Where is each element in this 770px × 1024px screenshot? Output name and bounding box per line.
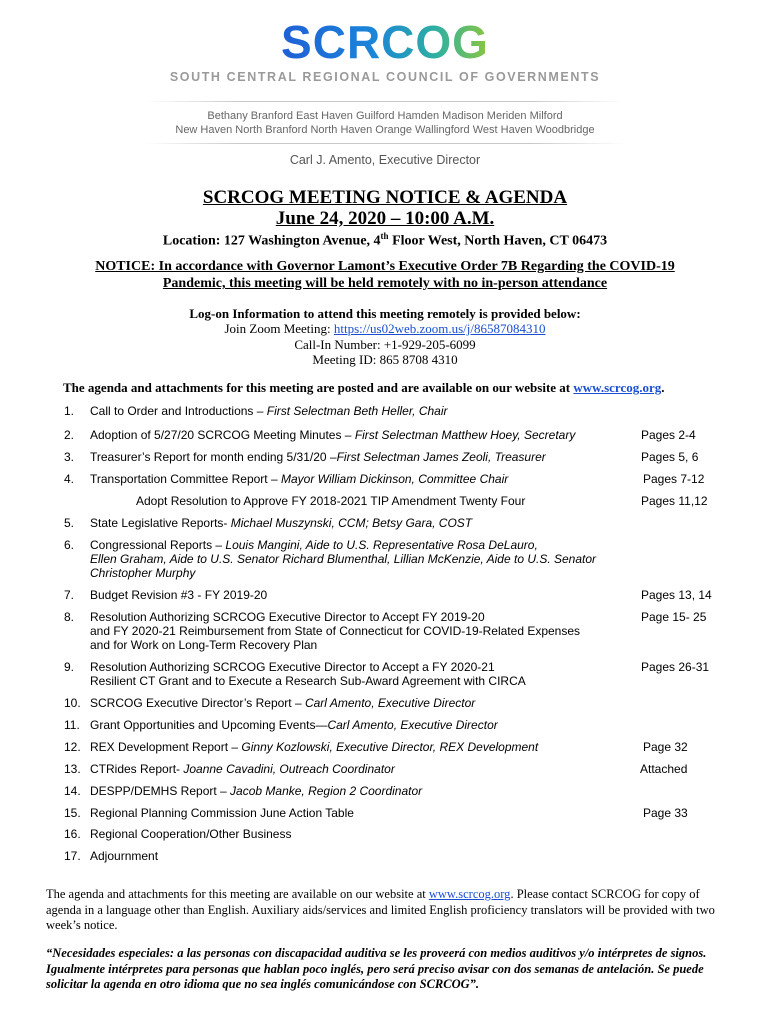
agenda-pages: Pages 5, 6 — [641, 450, 699, 464]
logo-text: SCRCOG — [281, 16, 489, 68]
towns-line-2: New Haven North Branford North Haven Orange Wallingford West Haven Woodbridge — [175, 124, 595, 136]
agenda-pages: Pages 2-4 — [641, 428, 696, 442]
agenda-pages: Pages 7-12 — [643, 472, 705, 486]
call-in-number: Call-In Number: +1-929-205-6099 — [294, 337, 476, 352]
agenda-pages: Attached — [640, 762, 688, 776]
executive-director: Carl J. Amento, Executive Director — [289, 153, 481, 167]
council-name: SOUTH CENTRAL REGIONAL COUNCIL OF GOVERNMENTS — [169, 70, 601, 84]
page-title: SCRCOG MEETING NOTICE & AGENDA — [202, 187, 568, 208]
notice-line-2: Pandemic, this meeting will be held remotely with no in-person attendance — [162, 276, 608, 291]
agenda-pages: Pages 26-31 — [641, 660, 710, 674]
agenda-pages: Page 33 — [643, 806, 688, 820]
website-link[interactable]: www.scrcog.org — [573, 380, 662, 395]
notice-line-1: NOTICE: In accordance with Governor Lamont’s Executive Order 7B Regarding the COVID-19 — [95, 259, 675, 274]
zoom-link[interactable]: https://us02web.zoom.us/j/86587084310 — [333, 321, 546, 336]
agenda-pages: Page 15- 25 — [641, 610, 707, 624]
meeting-id: Meeting ID: 865 8708 4310 — [312, 352, 458, 367]
scrcog-logo — [0, 10, 770, 68]
divider-top — [145, 101, 625, 102]
spanish-notice: “Necesidades especiales: a las personas con discapacidad auditiva se les proveerá con medios auditivos y/o intérpretes de signos. Igualmente intérpretes para personas que hablan poco inglés, pero será preciso avisar con dos semanas de antelación. Se puede solicitar la agenda en otro idioma que no sea inglés comunicándose con SCRCOG”. — [46, 946, 707, 991]
posted-notice: The agenda and attachments for this meeting are posted and are available on our website at www.scrcog.org. — [63, 380, 665, 395]
logon-heading: Log-on Information to attend this meeting remotely is provided below: — [189, 306, 581, 321]
agenda-pages: Page 32 — [643, 740, 688, 754]
divider-bottom — [145, 143, 625, 144]
zoom-meeting-line: Join Zoom Meeting: https://us02web.zoom.us/j/86587084310 — [224, 321, 546, 336]
footer-website-link[interactable]: www.scrcog.org — [428, 887, 511, 901]
towns-line-1: Bethany Branford East Haven Guilford Hamden Madison Meriden Milford — [207, 110, 563, 122]
footer-notice: The agenda and attachments for this meeting are available on our website at www.scrcog.org. Please contact SCRCOG for copy of agenda in a language other than English. Auxiliary aids/services and limited English proficiency translators will be provided with two week’s notice. — [46, 887, 715, 932]
meeting-datetime: June 24, 2020 – 10:00 A.M. — [275, 208, 495, 229]
agenda-pages: Pages 11,12 — [641, 494, 708, 508]
agenda-pages: Pages 13, 14 — [641, 588, 712, 602]
meeting-location: Location: 127 Washington Avenue, 4th Floor West, North Haven, CT 06473 — [162, 231, 608, 249]
